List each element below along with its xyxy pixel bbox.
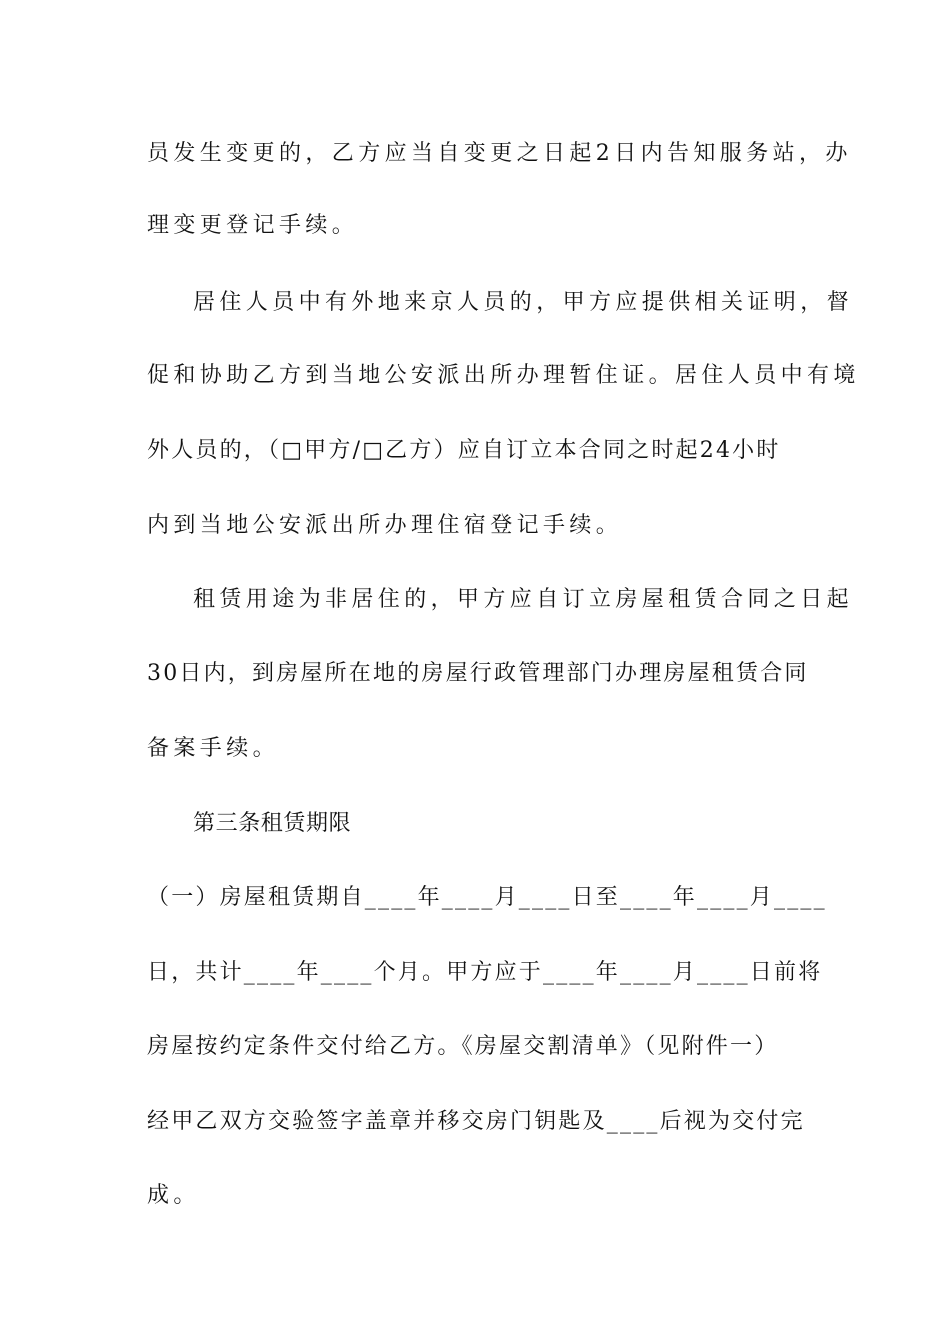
paragraph-line: （一）房屋租赁期自____年____月____日至____年____月____	[147, 885, 827, 910]
paragraph-line: 经甲乙双方交验签字盖章并移交房门钥匙及____后视为交付完	[147, 1109, 805, 1134]
paragraph-line: 居住人员中有外地来京人员的，甲方应提供相关证明，督	[193, 290, 854, 315]
section-heading: 第三条租赁期限	[193, 811, 352, 836]
paragraph-line: 备案手续。	[147, 736, 280, 761]
paragraph-line: 理变更登记手续。	[147, 213, 359, 238]
paragraph-line: 促和协助乙方到当地公安派出所办理暂住证。居住人员中有境	[147, 363, 860, 388]
paragraph-line: 房屋按约定条件交付给乙方。《房屋交割清单》（见附件一）	[147, 1034, 779, 1059]
paragraph-line: 成。	[147, 1183, 200, 1208]
paragraph-line: 外人员的，（□甲方/□乙方）应自订立本合同之时起24小时	[147, 438, 781, 463]
paragraph-line: 日，共计____年____个月。甲方应于____年____月____日前将	[147, 960, 823, 985]
paragraph-line: 租赁用途为非居住的，甲方应自订立房屋租赁合同之日起	[193, 587, 854, 612]
paragraph-line: 内到当地公安派出所办理住宿登记手续。	[147, 513, 623, 538]
paragraph-line: 员发生变更的，乙方应当自变更之日起2日内告知服务站，办	[147, 141, 852, 166]
paragraph-line: 30日内，到房屋所在地的房屋行政管理部门办理房屋租赁合同	[147, 661, 809, 686]
